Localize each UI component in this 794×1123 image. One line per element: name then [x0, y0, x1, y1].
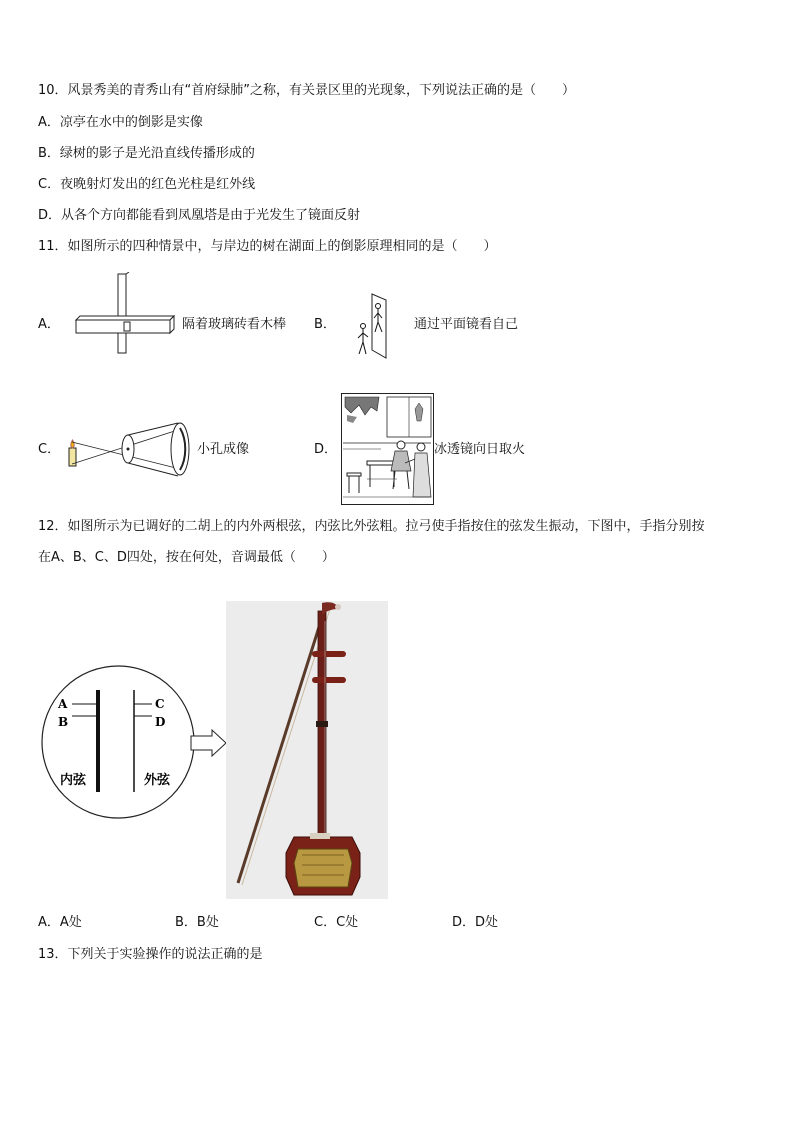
ice-lens-fire-illustration [341, 393, 434, 505]
label-a: A [58, 697, 68, 711]
q11-option-c-caption: 小孔成像 [197, 442, 250, 457]
q11-option-c-letter: C． [38, 442, 61, 457]
question-13-stem: 13．下列关于实验操作的说法正确的是 [38, 947, 263, 962]
erhu-strings-diagram [38, 662, 230, 822]
q11-option-a-letter: A． [38, 317, 60, 332]
q11-option-b-caption: 通过平面镜看自己 [414, 317, 519, 332]
pinhole-camera-figure [64, 420, 194, 480]
glass-brick-stick-figure [70, 272, 180, 354]
question-12-stem-line1: 12．如图所示为已调好的二胡上的内外两根弦，内弦比外弦粗。拉弓使手指按住的弦发生振动，下图中，手指分别按 [38, 519, 705, 534]
q12-option-c: C．C处 [314, 915, 359, 930]
erhu-icon [226, 601, 388, 899]
q10-option-b: B．绿树的影子是光沿直线传播形成的 [38, 146, 255, 161]
label-c: C [155, 697, 165, 711]
q12-option-d: D．D处 [452, 915, 499, 930]
inner-string-label: 内弦 [60, 773, 87, 788]
question-11-stem: 11．如图所示的四种情景中，与岸边的树在湖面上的倒影原理相同的是（ ） [38, 239, 497, 254]
q11-option-d-caption: 冰透镜向日取火 [434, 442, 526, 457]
q11-option-d-letter: D． [314, 442, 338, 457]
q10-option-c: C．夜晚射灯发出的红色光柱是红外线 [38, 177, 256, 192]
q10-option-d: D．从各个方向都能看到凤凰塔是由于光发生了镜面反射 [38, 208, 361, 223]
label-b: B [58, 715, 69, 729]
label-d: D [155, 715, 166, 729]
question-10-stem: 10．风景秀美的青秀山有“首府绿肺”之称，有关景区里的光现象，下列说法正确的是（ ） [38, 83, 576, 98]
erhu-photo [226, 601, 388, 899]
question-12-stem-line2: 在A、B、C、D四处，按在何处，音调最低（ ） [38, 550, 335, 565]
q11-option-b-letter: B． [314, 317, 336, 332]
outer-string-label: 外弦 [144, 773, 171, 788]
q11-option-a-caption: 隔着玻璃砖看木棒 [182, 317, 287, 332]
plane-mirror-figure [352, 292, 412, 362]
q12-option-b: B．B处 [175, 915, 219, 930]
q10-option-a: A．凉亭在水中的倒影是实像 [38, 115, 203, 130]
q12-option-a: A．A处 [38, 915, 82, 930]
